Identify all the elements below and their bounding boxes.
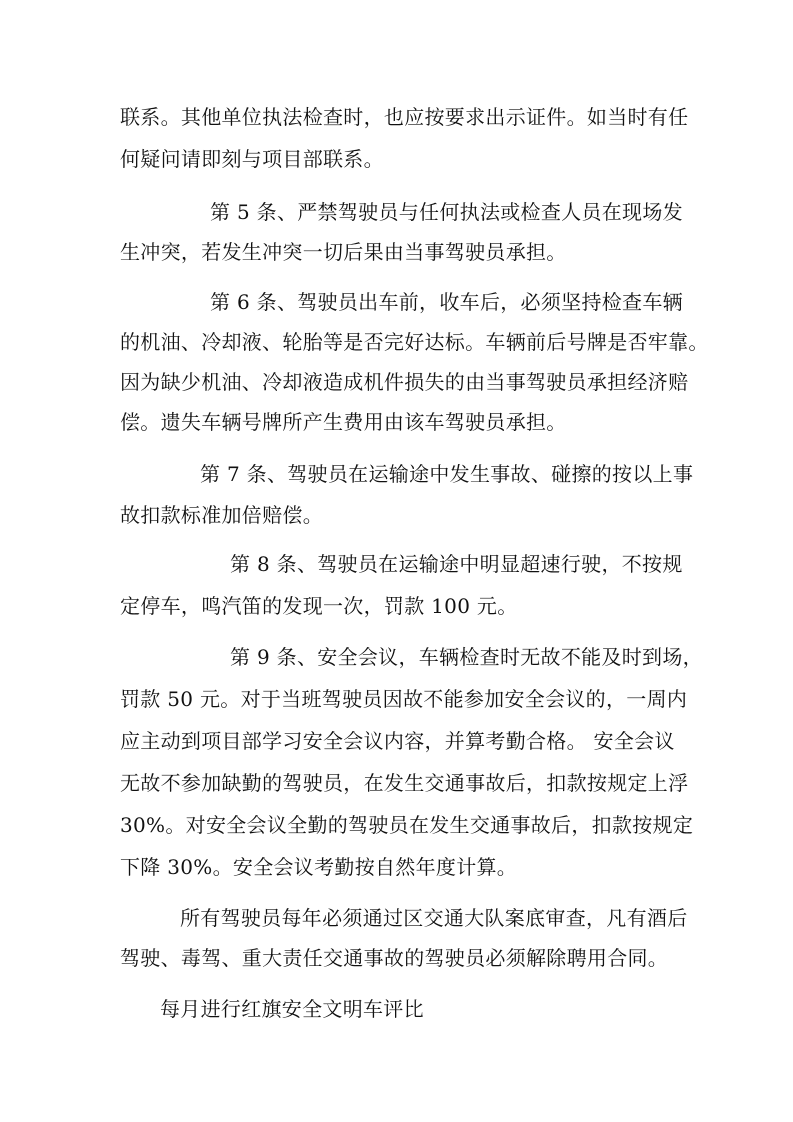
review-paragraph-first-line: 所有驾驶员每年必须通过区交通大队案底审查，凡有酒后 — [180, 906, 688, 930]
text-line: 联系。其他单位执法检查时，也应按要求出示证件。如当时有任 — [120, 105, 689, 129]
text-line: 定停车，鸣汽笛的发现一次，罚款 100 元。 — [120, 594, 518, 618]
text-line: 生冲突，若发生冲突一切后果由当事驾驶员承担。 — [120, 240, 567, 264]
article-6-heading-line: 第 6 条、驾驶员出车前，收车后，必须坚持检查车辆 — [210, 290, 683, 314]
article-5-heading-line: 第 5 条、严禁驾驶员与任何执法或检查人员在现场发 — [210, 200, 683, 224]
text-line: 故扣款标准加倍赔偿。 — [120, 503, 323, 527]
text-line: 的机油、冷却液、轮胎等是否完好达标。车辆前后号牌是否牢靠。 — [120, 330, 709, 354]
article-7-heading-line: 第 7 条、驾驶员在运输途中发生事故、碰擦的按以上事 — [200, 462, 694, 486]
text-line: 下降 30%。安全会议考勤按自然年度计算。 — [120, 855, 518, 879]
article-9-heading-line: 第 9 条、安全会议，车辆检查时无故不能及时到场， — [230, 645, 703, 669]
text-line: 30%。对安全会议全勤的驾驶员在发生交通事故后，扣款按规定 — [120, 813, 694, 837]
text-line: 无故不参加缺勤的驾驶员，在发生交通事故后，扣款按规定上浮 — [120, 771, 689, 795]
text-line: 因为缺少机油、冷却液造成机件损失的由当事驾驶员承担经济赔 — [120, 370, 689, 394]
text-line: 应主动到项目部学习安全会议内容，并算考勤合格。 安全会议 — [120, 729, 675, 753]
article-8-heading-line: 第 8 条、驾驶员在运输途中明显超速行驶，不按规 — [230, 552, 683, 576]
text-line: 偿。遗失车辆号牌所产生费用由该车驾驶员承担。 — [120, 410, 567, 434]
text-line: 罚款 50 元。对于当班驾驶员因故不能参加安全会议的，一周内 — [120, 687, 688, 711]
monthly-evaluation-line: 每月进行红旗安全文明车评比 — [160, 997, 424, 1021]
text-line: 何疑问请即刻与项目部联系。 — [120, 147, 384, 171]
text-line: 驾驶、毒驾、重大责任交通事故的驾驶员必须解除聘用合同。 — [120, 946, 669, 970]
